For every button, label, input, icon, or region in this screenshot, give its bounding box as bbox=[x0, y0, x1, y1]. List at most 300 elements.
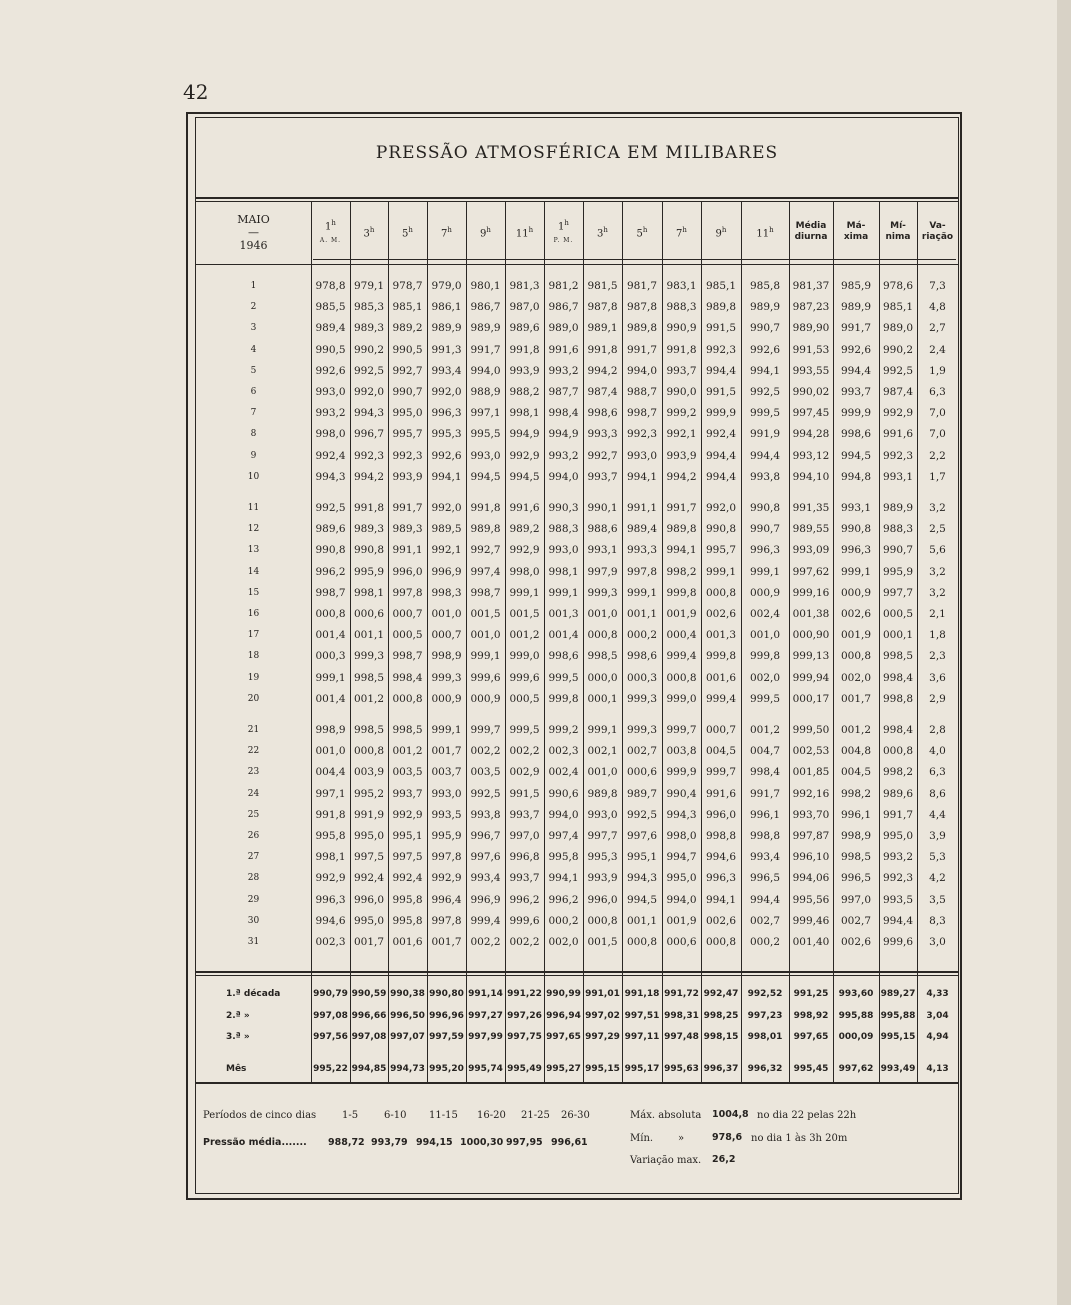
table-cell: 003,8 bbox=[666, 745, 697, 758]
table-cell: 991,7 bbox=[882, 808, 914, 821]
table-cell: 4,4 bbox=[929, 808, 946, 821]
table-cell: 997,8 bbox=[431, 914, 462, 927]
table-cell: 994,1 bbox=[548, 872, 579, 885]
summary-cell: 998,31 bbox=[664, 1011, 699, 1021]
table-cell: 995,2 bbox=[353, 787, 385, 800]
header-hour: 3$^h$ bbox=[363, 225, 375, 240]
table-cell: 000,4 bbox=[666, 629, 697, 642]
table-cell: 989,3 bbox=[353, 322, 385, 335]
table-cell: 992,7 bbox=[470, 544, 501, 557]
min-absolute-when: no dia 1 às 3h 20m bbox=[751, 1133, 848, 1144]
table-cell: 001,3 bbox=[548, 608, 579, 620]
table-cell: 001,9 bbox=[840, 629, 872, 642]
table-cell: 999,7 bbox=[666, 724, 697, 736]
table-cell: 002,2 bbox=[470, 936, 501, 948]
summary-label: Mês bbox=[226, 1064, 247, 1074]
min-absolute-value: 978,6 bbox=[712, 1132, 743, 1143]
table-cell: 002,6 bbox=[840, 936, 872, 948]
table-row bbox=[196, 762, 958, 782]
table-cell: 991,5 bbox=[509, 787, 540, 800]
table-cell: 000,8 bbox=[392, 692, 423, 705]
table-cell: 985,5 bbox=[315, 301, 346, 314]
day-number: 28 bbox=[247, 873, 260, 884]
header-hour-cell bbox=[350, 212, 388, 252]
table-cell: 995,5 bbox=[470, 428, 501, 441]
period-range: 26-30 bbox=[561, 1110, 590, 1121]
table-cell: 988,6 bbox=[587, 523, 618, 536]
table-cell: 001,7 bbox=[431, 745, 462, 758]
summary-cell: 995,88 bbox=[838, 1011, 874, 1021]
table-cell: 999,9 bbox=[840, 407, 872, 420]
table-row bbox=[196, 932, 958, 952]
summary-cell: 997,08 bbox=[351, 1032, 387, 1042]
table-cell: 993,9 bbox=[587, 872, 618, 885]
header-stat-line: Mí- bbox=[890, 221, 906, 231]
table-cell: 991,1 bbox=[626, 502, 658, 514]
table-cell: 001,2 bbox=[353, 692, 385, 705]
table-cell: 990,8 bbox=[315, 544, 346, 557]
table-cell: 002,3 bbox=[315, 936, 346, 948]
day-number: 16 bbox=[247, 609, 260, 619]
table-cell: 999,6 bbox=[882, 936, 914, 948]
table-cell: 999,5 bbox=[749, 407, 781, 420]
table-cell: 999,1 bbox=[315, 671, 346, 684]
table-cell: 999,7 bbox=[705, 766, 737, 779]
table-cell: 979,0 bbox=[431, 280, 462, 292]
table-cell: 991,9 bbox=[353, 808, 385, 821]
table-cell: 989,55 bbox=[792, 523, 830, 536]
day-number: 13 bbox=[247, 545, 260, 556]
table-cell: 988,7 bbox=[626, 386, 658, 398]
table-cell: 001,2 bbox=[392, 745, 423, 758]
summary-cell: 000,09 bbox=[838, 1032, 874, 1042]
table-cell: 985,1 bbox=[392, 301, 423, 314]
table-cell: 998,5 bbox=[882, 650, 914, 663]
table-cell: 000,5 bbox=[509, 692, 540, 705]
table-cell: 001,0 bbox=[431, 608, 462, 620]
table-cell: 991,8 bbox=[509, 343, 540, 356]
header-hour-cell bbox=[505, 212, 544, 252]
summary-cell: 997,07 bbox=[390, 1032, 425, 1042]
table-cell: 1,8 bbox=[929, 629, 946, 642]
table-cell: 998,8 bbox=[882, 692, 914, 705]
table-cell: 992,3 bbox=[626, 428, 658, 441]
table-cell: 992,4 bbox=[353, 872, 385, 885]
summary-cell: 996,96 bbox=[429, 1011, 464, 1021]
table-cell: 988,3 bbox=[548, 523, 579, 536]
table-row bbox=[196, 498, 958, 518]
summary-cell: 996,94 bbox=[546, 1011, 581, 1021]
table-cell: 7,0 bbox=[929, 428, 946, 441]
summary-cell: 991,72 bbox=[664, 989, 699, 999]
table-cell: 2,3 bbox=[929, 650, 946, 663]
table-cell: 002,6 bbox=[840, 608, 872, 620]
table-cell: 988,9 bbox=[470, 386, 501, 398]
table-cell: 995,0 bbox=[353, 830, 385, 842]
table-cell: 999,6 bbox=[509, 914, 540, 927]
day-number: 31 bbox=[247, 937, 260, 947]
table-cell: 990,4 bbox=[666, 787, 697, 800]
table-cell: 002,53 bbox=[792, 745, 830, 758]
table-cell: 998,1 bbox=[509, 407, 540, 420]
table-cell: 989,9 bbox=[431, 322, 462, 335]
header-stat-line: diurna bbox=[794, 232, 828, 242]
summary-cell: 4,94 bbox=[926, 1032, 949, 1042]
table-cell: 4,8 bbox=[929, 301, 946, 314]
table-cell: 998,4 bbox=[392, 671, 423, 684]
table-cell: 981,37 bbox=[792, 280, 830, 292]
table-cell: 990,5 bbox=[315, 343, 346, 356]
table-cell: 001,9 bbox=[666, 608, 697, 620]
table-cell: 989,8 bbox=[587, 787, 618, 800]
summary-cell: 996,32 bbox=[747, 1064, 783, 1074]
table-cell: 991,53 bbox=[792, 343, 830, 356]
table-cell: 992,3 bbox=[392, 449, 423, 462]
table-cell: 999,1 bbox=[749, 565, 781, 578]
table-cell: 993,4 bbox=[470, 872, 501, 885]
table-cell: 996,7 bbox=[470, 830, 501, 842]
table-cell: 002,0 bbox=[548, 936, 579, 948]
table-cell: 999,1 bbox=[705, 565, 737, 578]
table-cell: 001,2 bbox=[840, 724, 872, 736]
table-cell: 999,1 bbox=[431, 724, 462, 736]
table-cell: 998,5 bbox=[353, 724, 385, 736]
header-hour: 1$^h$ bbox=[558, 219, 569, 233]
table-cell: 000,8 bbox=[626, 936, 658, 948]
table-cell: 994,4 bbox=[840, 364, 872, 377]
table-cell: 999,16 bbox=[792, 586, 830, 599]
table-cell: 987,8 bbox=[626, 301, 658, 314]
table-cell: 994,2 bbox=[666, 470, 697, 483]
table-cell: 996,8 bbox=[509, 851, 540, 864]
summary-cell: 997,99 bbox=[468, 1032, 503, 1042]
table-cell: 001,4 bbox=[548, 629, 579, 642]
table-row bbox=[196, 403, 958, 423]
table-cell: 992,3 bbox=[705, 343, 737, 356]
table-cell: 000,8 bbox=[705, 586, 737, 599]
summary-cell: 997,02 bbox=[585, 1011, 620, 1021]
header-stat-cell bbox=[879, 212, 917, 252]
table-cell: 988,3 bbox=[666, 301, 697, 314]
header-stat-line: Va- bbox=[929, 221, 946, 231]
table-cell: 994,3 bbox=[315, 470, 346, 483]
table-cell: 999,9 bbox=[666, 766, 697, 779]
table-row bbox=[196, 805, 958, 825]
table-cell: 3,9 bbox=[929, 830, 946, 842]
table-cell: 999,1 bbox=[626, 586, 658, 599]
table-cell: 003,5 bbox=[470, 766, 501, 779]
table-cell: 996,7 bbox=[353, 428, 385, 441]
table-cell: 001,0 bbox=[470, 629, 501, 642]
table-cell: 981,5 bbox=[587, 280, 618, 292]
table-cell: 994,4 bbox=[705, 449, 737, 462]
summary-cell: 995,74 bbox=[468, 1064, 503, 1074]
table-cell: 993,1 bbox=[587, 544, 618, 557]
table-cell: 995,0 bbox=[882, 830, 914, 842]
day-number: 22 bbox=[247, 746, 260, 757]
table-cell: 993,7 bbox=[509, 872, 540, 885]
table-cell: 993,0 bbox=[626, 449, 658, 462]
table-cell: 000,8 bbox=[353, 745, 385, 758]
table-cell: 997,8 bbox=[626, 565, 658, 578]
table-cell: 990,7 bbox=[392, 386, 423, 398]
table-row bbox=[196, 668, 958, 688]
table-cell: 991,8 bbox=[470, 502, 501, 514]
table-cell: 3,5 bbox=[929, 893, 946, 906]
table-cell: 992,5 bbox=[353, 364, 385, 377]
table-cell: 1,7 bbox=[929, 470, 946, 483]
table-cell: 002,9 bbox=[509, 766, 540, 779]
table-cell: 001,5 bbox=[509, 608, 540, 620]
table-cell: 003,5 bbox=[392, 766, 423, 779]
table-cell: 997,1 bbox=[315, 787, 346, 800]
table-cell: 002,0 bbox=[840, 671, 872, 684]
table-cell: 993,7 bbox=[509, 808, 540, 821]
table-cell: 5,6 bbox=[929, 544, 946, 557]
header-stat-cell bbox=[917, 212, 958, 252]
table-cell: 989,90 bbox=[792, 322, 830, 335]
summary-cell: 995,15 bbox=[585, 1064, 620, 1074]
table-cell: 994,4 bbox=[705, 364, 737, 377]
table-cell: 992,9 bbox=[509, 544, 540, 557]
table-cell: 994,5 bbox=[626, 893, 658, 906]
table-cell: 000,1 bbox=[587, 692, 618, 705]
summary-cell: 995,88 bbox=[880, 1011, 916, 1021]
table-cell: 000,6 bbox=[626, 766, 658, 779]
table-cell: 994,1 bbox=[626, 470, 658, 483]
table-cell: 001,1 bbox=[626, 608, 658, 620]
table-cell: 998,9 bbox=[431, 650, 462, 663]
table-cell: 998,5 bbox=[587, 650, 618, 663]
table-cell: 989,0 bbox=[548, 322, 579, 335]
table-cell: 996,3 bbox=[315, 893, 346, 906]
summary-row bbox=[196, 984, 958, 1004]
summary-cell: 991,22 bbox=[507, 989, 542, 999]
table-cell: 998,6 bbox=[587, 407, 618, 420]
page-edge bbox=[1057, 0, 1071, 1305]
table-cell: 991,7 bbox=[626, 343, 658, 356]
table-cell: 987,0 bbox=[509, 301, 540, 314]
header-hour: 11$^h$ bbox=[756, 225, 774, 240]
table-cell: 992,6 bbox=[749, 343, 781, 356]
table-cell: 990,7 bbox=[749, 322, 781, 335]
table-cell: 998,7 bbox=[315, 586, 346, 599]
table-cell: 998,6 bbox=[626, 650, 658, 663]
table-cell: 8,6 bbox=[929, 787, 946, 800]
table-cell: 999,4 bbox=[705, 692, 737, 705]
grid-rule bbox=[196, 197, 958, 199]
table-cell: 993,2 bbox=[882, 851, 914, 864]
table-cell: 994,5 bbox=[470, 470, 501, 483]
table-cell: 994,0 bbox=[626, 364, 658, 377]
table-cell: 998,7 bbox=[626, 407, 658, 420]
table-cell: 000,8 bbox=[587, 629, 618, 642]
table-cell: 994,0 bbox=[548, 808, 579, 821]
table-cell: 991,7 bbox=[392, 502, 423, 514]
table-cell: 999,8 bbox=[705, 650, 737, 663]
table-cell: 991,3 bbox=[431, 343, 462, 356]
day-number: 30 bbox=[247, 915, 260, 926]
summary-cell: 997,65 bbox=[793, 1032, 829, 1042]
table-cell: 994,7 bbox=[666, 851, 697, 864]
header-hour-cell bbox=[701, 212, 741, 252]
table-cell: 999,50 bbox=[792, 724, 830, 736]
table-cell: 000,17 bbox=[792, 692, 830, 705]
table-cell: 997,62 bbox=[792, 565, 830, 578]
table-cell: 997,7 bbox=[587, 830, 618, 842]
summary-cell: 997,26 bbox=[507, 1011, 542, 1021]
table-cell: 999,1 bbox=[587, 724, 618, 736]
table-cell: 998,5 bbox=[392, 724, 423, 736]
summary-cell: 4,33 bbox=[926, 989, 949, 999]
table-cell: 989,5 bbox=[431, 523, 462, 536]
table-cell: 3,0 bbox=[929, 936, 946, 948]
table-cell: 995,1 bbox=[392, 830, 423, 842]
table-cell: 000,6 bbox=[666, 936, 697, 948]
table-cell: 994,5 bbox=[509, 470, 540, 483]
table-row bbox=[196, 890, 958, 910]
table-cell: 2,5 bbox=[929, 523, 946, 536]
table-cell: 000,3 bbox=[626, 671, 658, 684]
summary-cell: 997,51 bbox=[624, 1011, 660, 1021]
table-cell: 999,3 bbox=[431, 671, 462, 684]
table-cell: 993,9 bbox=[392, 470, 423, 483]
day-number: 14 bbox=[247, 566, 260, 577]
table-cell: 000,8 bbox=[705, 936, 737, 948]
table-cell: 998,7 bbox=[392, 650, 423, 663]
table-cell: 999,4 bbox=[666, 650, 697, 663]
table-cell: 001,1 bbox=[353, 629, 385, 642]
table-cell: 993,7 bbox=[840, 386, 872, 398]
summary-label: 3.ª » bbox=[226, 1032, 250, 1042]
day-number: 26 bbox=[247, 831, 260, 841]
summary-cell: 992,52 bbox=[747, 989, 783, 999]
table-cell: 991,7 bbox=[470, 343, 501, 356]
table-cell: 003,9 bbox=[353, 766, 385, 779]
table-cell: 993,9 bbox=[509, 364, 540, 377]
table-cell: 996,3 bbox=[431, 407, 462, 420]
table-cell: 983,1 bbox=[666, 280, 697, 292]
table-cell: 997,4 bbox=[470, 565, 501, 578]
table-cell: 001,6 bbox=[705, 671, 737, 684]
header-hour-cell bbox=[311, 212, 350, 252]
table-cell: 991,8 bbox=[353, 502, 385, 514]
day-number: 5 bbox=[250, 365, 257, 376]
table-cell: 996,2 bbox=[509, 893, 540, 906]
table-cell: 998,4 bbox=[749, 766, 781, 779]
period-range: 11-15 bbox=[429, 1110, 458, 1121]
table-cell: 987,8 bbox=[587, 301, 618, 314]
table-cell: 995,9 bbox=[431, 830, 462, 842]
table-row bbox=[196, 720, 958, 740]
max-absolute-value: 1004,8 bbox=[712, 1109, 749, 1120]
table-cell: 002,7 bbox=[840, 914, 872, 927]
table-cell: 993,70 bbox=[792, 808, 830, 821]
table-cell: 990,7 bbox=[749, 523, 781, 536]
table-row bbox=[196, 297, 958, 317]
table-cell: 996,4 bbox=[431, 893, 462, 906]
day-number: 9 bbox=[250, 450, 257, 461]
table-cell: 994,9 bbox=[509, 428, 540, 441]
table-cell: 992,9 bbox=[882, 407, 914, 420]
header-hour: 7$^h$ bbox=[441, 225, 452, 240]
summary-cell: 990,80 bbox=[429, 989, 464, 999]
table-cell: 002,4 bbox=[749, 608, 781, 620]
summary-cell: 995,49 bbox=[507, 1064, 542, 1074]
table-cell: 990,2 bbox=[882, 343, 914, 356]
table-cell: 993,0 bbox=[470, 449, 501, 462]
table-cell: 998,3 bbox=[431, 586, 462, 599]
table-cell: 995,8 bbox=[315, 830, 346, 842]
table-cell: 994,2 bbox=[587, 364, 618, 377]
table-cell: 979,1 bbox=[353, 280, 385, 292]
table-cell: 995,9 bbox=[882, 565, 914, 578]
table-cell: 990,2 bbox=[353, 343, 385, 356]
table-cell: 992,7 bbox=[392, 364, 423, 377]
table-cell: 999,8 bbox=[548, 692, 579, 705]
table-cell: 999,2 bbox=[548, 724, 579, 736]
table-cell: 000,8 bbox=[666, 671, 697, 684]
table-cell: 998,4 bbox=[548, 407, 579, 420]
table-cell: 997,5 bbox=[353, 851, 385, 864]
table-cell: 997,8 bbox=[431, 851, 462, 864]
table-cell: 001,2 bbox=[749, 724, 781, 736]
table-cell: 990,7 bbox=[882, 544, 914, 557]
table-cell: 993,9 bbox=[666, 449, 697, 462]
table-cell: 999,8 bbox=[749, 650, 781, 663]
day-number: 6 bbox=[250, 387, 257, 397]
table-cell: 994,4 bbox=[882, 914, 914, 927]
header-stat-line: Má- bbox=[846, 221, 866, 231]
table-cell: 997,1 bbox=[470, 407, 501, 420]
table-cell: 993,7 bbox=[666, 364, 697, 377]
table-cell: 996,1 bbox=[749, 808, 781, 821]
table-cell: 000,7 bbox=[705, 724, 737, 736]
table-cell: 998,1 bbox=[548, 565, 579, 578]
table-row bbox=[196, 424, 958, 444]
table-cell: 6,3 bbox=[929, 386, 946, 398]
table-cell: 004,5 bbox=[705, 745, 737, 758]
table-cell: 2,8 bbox=[929, 724, 946, 736]
table-cell: 002,4 bbox=[548, 766, 579, 779]
table-cell: 995,8 bbox=[392, 893, 423, 906]
summary-cell: 995,45 bbox=[793, 1064, 829, 1074]
summary-cell: 991,25 bbox=[793, 989, 829, 999]
table-cell: 991,7 bbox=[840, 322, 872, 335]
table-cell: 991,5 bbox=[705, 322, 737, 335]
table-cell: 999,0 bbox=[666, 692, 697, 705]
header-month-cell bbox=[196, 212, 311, 252]
summary-cell: 998,92 bbox=[793, 1011, 829, 1021]
table-row bbox=[196, 847, 958, 867]
table-cell: 998,0 bbox=[315, 428, 346, 441]
header-hour-cell bbox=[741, 212, 789, 252]
table-cell: 999,8 bbox=[666, 586, 697, 599]
table-cell: 999,1 bbox=[509, 586, 540, 599]
table-cell: 002,3 bbox=[548, 745, 579, 758]
table-cell: 995,7 bbox=[705, 544, 737, 557]
table-cell: 989,3 bbox=[353, 523, 385, 536]
table-cell: 994,6 bbox=[705, 851, 737, 864]
table-cell: 989,6 bbox=[509, 322, 540, 335]
table-row bbox=[196, 446, 958, 466]
table-cell: 996,5 bbox=[749, 872, 781, 885]
summary-cell: 995,22 bbox=[313, 1064, 348, 1074]
table-cell: 001,4 bbox=[315, 692, 346, 705]
table-cell: 994,1 bbox=[705, 893, 737, 906]
table-cell: 995,9 bbox=[353, 565, 385, 578]
table-cell: 000,9 bbox=[749, 586, 781, 599]
